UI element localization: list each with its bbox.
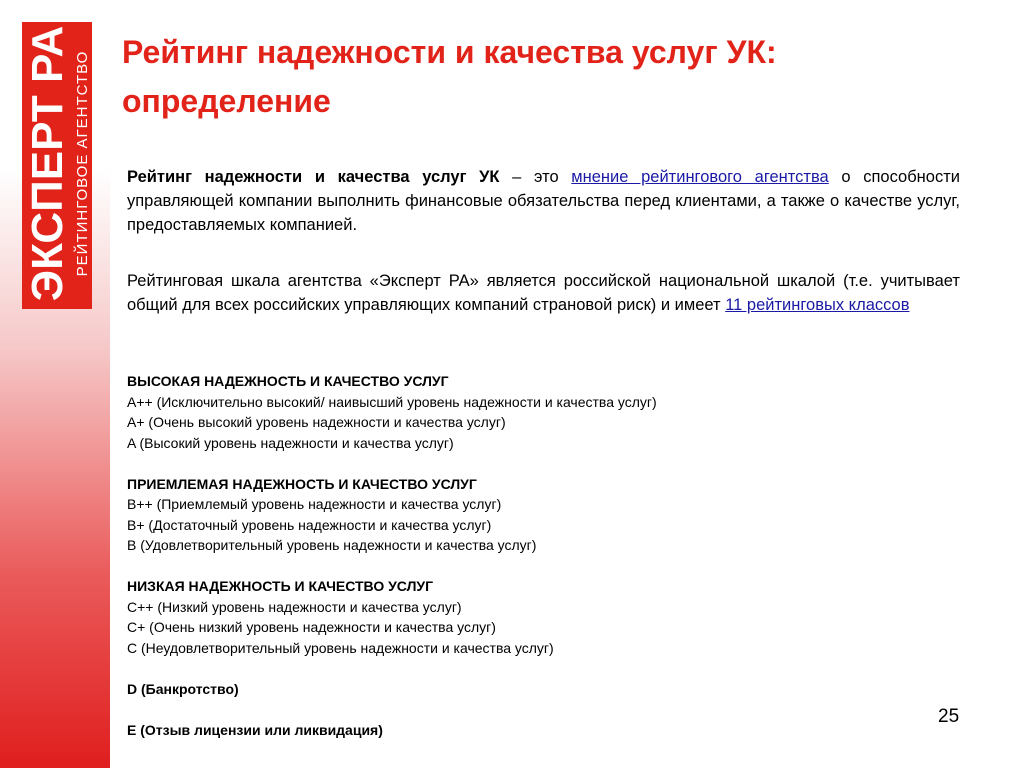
definition-term: Рейтинг надежности и качества услуг УК: [127, 168, 500, 186]
rating-classes-list: [127, 371, 827, 740]
page-number: 25: [938, 706, 960, 727]
rating-item: C+ (Очень низкий уровень надежности и качества услуг): [127, 619, 496, 635]
rating-classes-link[interactable]: 11 рейтинговых классов: [725, 296, 910, 314]
rating-item: C (Неудовлетворительный уровень надежности и качества услуг): [127, 639, 554, 656]
definition-rest: о способности управляющей компании выполнить финансовые обязательства перед клиентами, а также о качестве услуг, предоставляемых компанией.: [127, 168, 960, 234]
rating-bankruptcy: D (Банкротство): [127, 680, 239, 697]
slide-title: [122, 28, 982, 126]
rating-liquidation: E (Отзыв лицензии или ликвидация): [127, 721, 383, 738]
agency-opinion-link[interactable]: мнение рейтингового агентства: [571, 168, 829, 186]
definition-paragraph: [127, 165, 960, 237]
title-line-2: определение: [122, 83, 331, 119]
rating-item: C++ (Низкий уровень надежности и качества услуг): [127, 598, 462, 615]
rating-item: A (Высокий уровень надежности и качества услуг): [127, 434, 454, 451]
title-line-1: Рейтинг надежности и качества услуг УК:: [122, 34, 777, 70]
expert-ra-logo: [22, 22, 92, 309]
rating-item: B (Удовлетворительный уровень надежности и качества услуг): [127, 537, 537, 553]
group-heading-high: ВЫСОКАЯ НАДЕЖНОСТЬ И КАЧЕСТВО УСЛУГ: [127, 373, 449, 389]
logo-sub-text: РЕЙТИНГОВОЕ АГЕНТСТВО: [73, 50, 91, 277]
group-heading-acceptable: ПРИЕМЛЕМАЯ НАДЕЖНОСТЬ И КАЧЕСТВО УСЛУГ: [127, 475, 477, 492]
rating-item: A+ (Очень высокий уровень надежности и качества услуг): [127, 414, 506, 430]
scale-paragraph: [127, 269, 960, 317]
rating-item: A++ (Исключительно высокий/ наивысший уровень надежности и качества услуг): [127, 393, 657, 410]
rating-item: B+ (Достаточный уровень надежности и качества услуг): [127, 516, 492, 533]
group-heading-low: НИЗКАЯ НАДЕЖНОСТЬ И КАЧЕСТВО УСЛУГ: [127, 578, 434, 594]
logo-main-text: ЭКСПЕРТ РА: [23, 25, 72, 302]
scale-text: Рейтинговая шкала агентства «Эксперт РА» является российской национальной шкалой (т.е. учитывает общий для всех российских управляющих компаний страновой риск) и имеет: [127, 272, 960, 314]
definition-dash: – это: [499, 168, 572, 186]
rating-item: B++ (Приемлемый уровень надежности и качества услуг): [127, 496, 502, 512]
